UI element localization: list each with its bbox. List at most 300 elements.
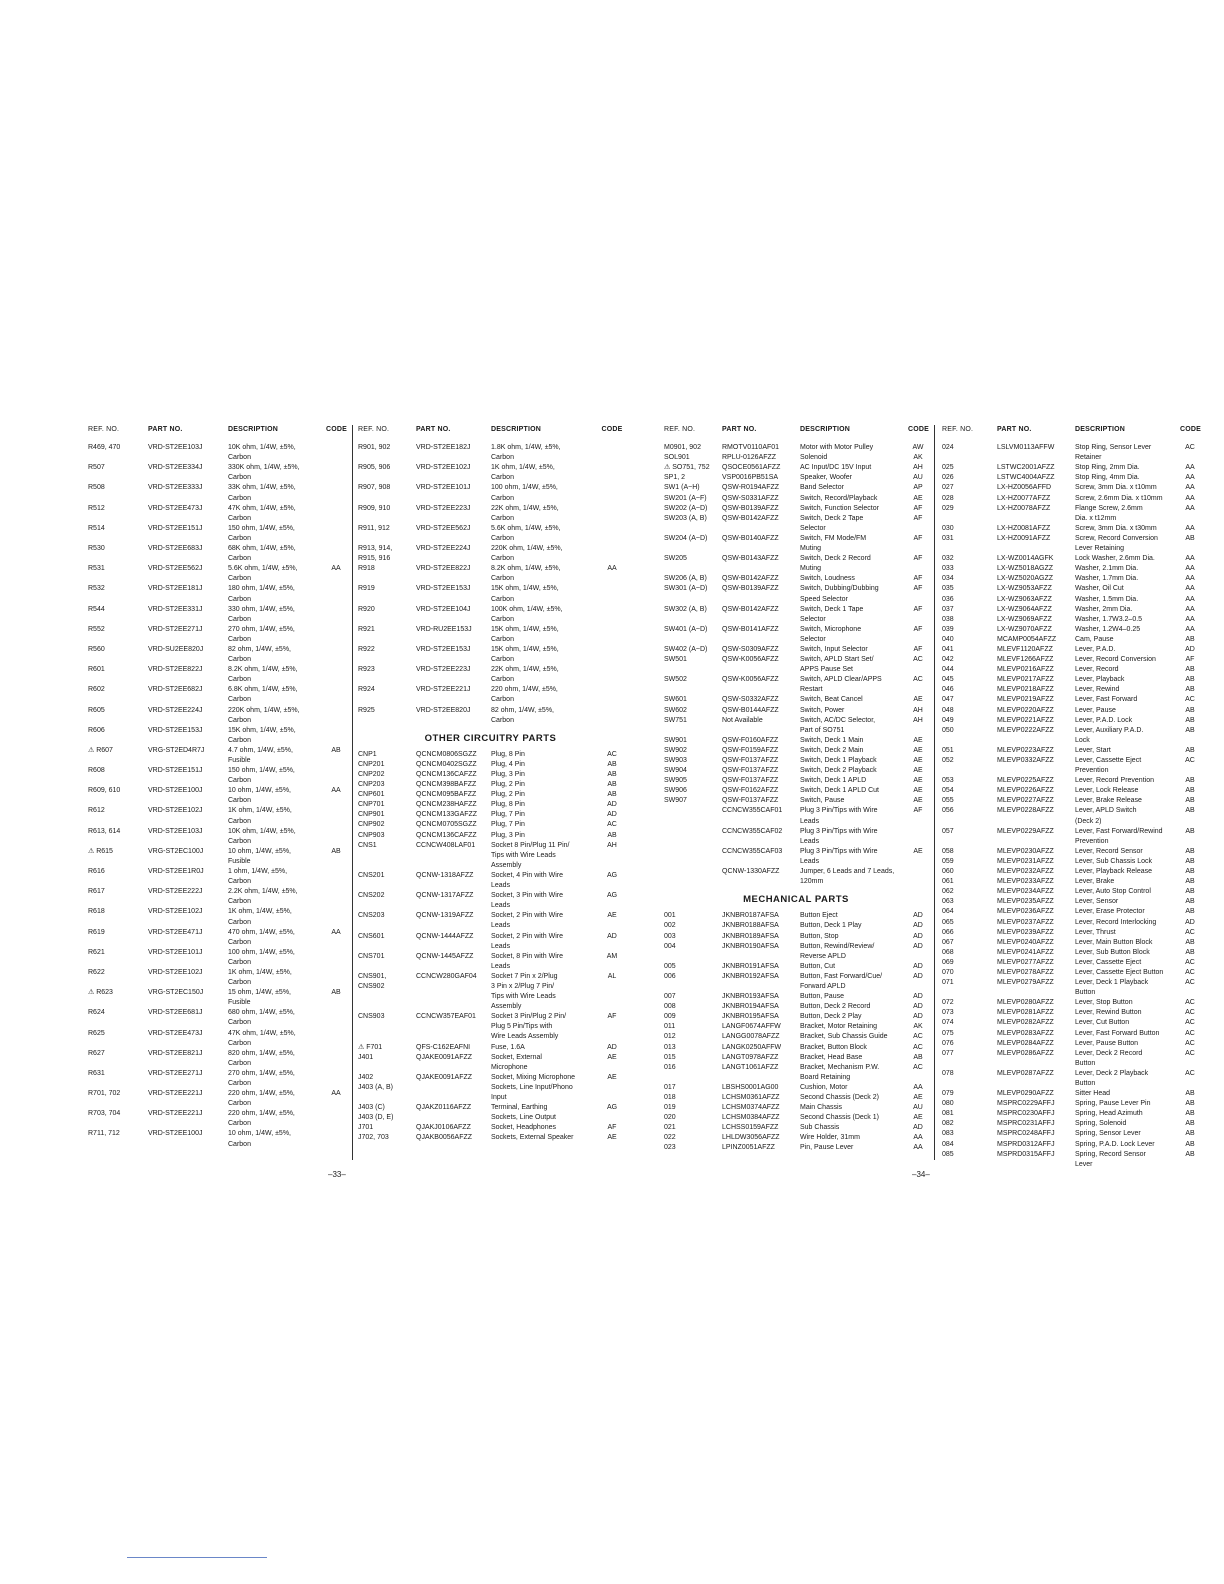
part-part: VRD-ST2EE153J [148,726,203,734]
part-code: AA [331,928,341,936]
part-code: AD [913,972,923,980]
part-row [664,942,928,962]
part-code: AA [1185,625,1195,633]
part-ref: SW204 (A~D) [664,534,708,542]
part-row [88,746,346,766]
header-ref: REF. NO. [358,426,390,433]
part-code: AC [913,656,923,664]
part-desc: Sockets, Line Output [491,1114,556,1122]
part-row [942,847,1200,857]
part-code: AD [913,942,923,950]
part-row [88,887,346,907]
part-desc: 5.6K ohm, 1/4W, ±5%, Carbon [491,524,561,542]
part-code: AC [1185,928,1195,936]
part-part: LCHSM0361AFZZ [722,1094,780,1101]
part-ref: 015 [664,1053,676,1061]
part-ref: R617 [88,888,105,896]
part-ref: R631 [88,1069,105,1077]
part-code: AA [1185,474,1195,482]
part-desc: 47K ohm, 1/4W, ±5%, Carbon [228,504,296,522]
part-row [942,806,1200,826]
part-row [942,877,1200,887]
part-row [942,776,1200,786]
part-row [88,1129,346,1149]
part-code: AD [913,912,923,920]
part-ref: 016 [664,1063,676,1071]
part-code: AC [1185,1039,1195,1047]
part-part: QSW-B0139AFZZ [722,585,779,593]
part-desc: Switch, Deck 2 Main [800,746,864,754]
part-code: AB [1185,676,1195,684]
part-desc: Button, Rewind/Review/ Reverse APLD [800,942,875,960]
part-code: AD [913,1124,923,1132]
part-ref: R606 [88,726,105,734]
part-part: QCNW-1319AFZZ [416,912,474,920]
part-part: VRD-ST2EE100J [148,787,203,795]
part-code: AC [1185,696,1195,704]
part-row [88,584,346,604]
part-code: AE [913,767,923,775]
part-desc: Second Chassis (Deck 2) [800,1094,879,1101]
part-part: LPINZ0051AFZZ [722,1144,775,1152]
part-row [88,483,346,503]
part-part: VRG-ST2ED4R7J [148,746,205,754]
part-ref: R469, 470 [88,444,121,452]
part-part: QFS-C162EAFNI [416,1043,471,1051]
part-ref: 050 [942,726,954,734]
part-desc: Switch, Function Selector [800,504,879,512]
part-part: QSW-F0137AFZZ [722,797,779,805]
part-ref: 021 [664,1124,676,1132]
part-ref: R601 [88,666,105,674]
part-desc: 82 ohm, 1/4W, ±5%, Carbon [228,645,291,664]
part-part: QSW-B0141AFZZ [722,625,779,633]
part-ref: 074 [942,1019,954,1027]
part-desc: Lever, Fast Forward [1075,696,1138,704]
part-row [942,463,1200,473]
part-row [358,544,623,564]
part-desc: Cushion, Motor [800,1083,848,1091]
part-row [88,504,346,524]
part-code: AC [913,676,923,684]
part-row [942,1018,1200,1028]
part-desc: 8.2K ohm, 1/4W, ±5%, Carbon [228,666,298,684]
part-row [358,1103,623,1113]
part-code: AL [607,972,617,980]
part-code: AC [1185,1069,1195,1077]
part-code: AB [1185,1090,1195,1098]
part-code: AB [1185,1140,1195,1148]
part-desc: Button, Fast Forward/Cue/ Forward APLD [800,972,883,990]
part-row [88,463,346,483]
part-part: VRD-ST2EE102J [416,464,471,472]
part-part: MLEVP0236AFZZ [997,908,1054,916]
part-row [942,907,1200,917]
part-desc: Lever, Cassette Eject [1075,958,1142,966]
part-desc: 270 ohm, 1/4W, ±5%, Carbon [228,1069,295,1087]
part-part: MLEVP0277AFZZ [997,958,1054,966]
part-row [358,972,623,1012]
part-part: MLEVP0230AFZZ [997,847,1054,855]
part-desc: Lever, Rewind [1075,686,1120,694]
part-ref: SW901 [664,736,687,744]
part-row [664,746,928,756]
part-ref: 056 [942,807,954,815]
part-part: LX-HZ0056AFFD [997,484,1052,492]
part-part: VRD-ST2EE224J [416,545,471,553]
part-code: AA [1185,605,1195,613]
part-row [664,453,928,463]
part-ref: R703, 704 [88,1110,121,1118]
part-desc: Washer, 1.7mm Dia. [1075,575,1139,583]
part-desc: Spring, Sensor Lever [1075,1130,1141,1138]
part-part: VSP0016PB51SA [722,474,779,482]
part-code: AF [913,555,923,563]
part-desc: Lever, Lock Release [1075,787,1139,795]
part-code: AB [913,1053,923,1061]
part-ref: CNP601 [358,791,385,799]
part-desc: 15K ohm, 1/4W, ±5%, Carbon [491,625,559,643]
part-part: QCNW-1330AFZZ [722,868,780,876]
part-ref: SW402 (A~D) [664,645,708,653]
part-part: QSW-F0159AFZZ [722,746,779,754]
part-part: QCNCM136CAFZZ [416,831,477,839]
part-row [942,554,1200,564]
part-part: JKNBR0195AFSA [722,1013,779,1021]
part-desc: 150 ohm, 1/4W, ±5%, Carbon [228,524,295,542]
part-code: AA [331,565,341,573]
part-ref: 055 [942,797,954,805]
part-code: AA [607,565,617,573]
part-part: MLEVP0284AFZZ [997,1039,1054,1047]
header-part: PART NO. [416,426,451,433]
header-desc: DESCRIPTION [800,426,851,433]
part-desc: Plug, 3 Pin [491,831,525,839]
part-desc: 470 ohm, 1/4W, ±5%, Carbon [228,928,295,946]
part-row [942,1129,1200,1139]
part-desc: Lever, Sub Chassis Lock [1075,857,1153,865]
part-code: AC [1185,999,1195,1007]
part-ref: J403 (A, B) [358,1083,394,1091]
part-desc: Button Eject [800,912,838,920]
part-ref: 067 [942,938,954,946]
part-row [664,584,928,604]
part-part: VRD-ST2EE103J [148,827,203,835]
part-part: Not Available [722,716,763,724]
part-part: MLEVP0221AFZZ [997,716,1054,724]
part-desc: Lever, Cassette Eject Button [1075,968,1164,976]
part-part: QJAKE0091AFZZ [416,1073,473,1081]
part-part: VRD-ST2EE683J [148,545,203,553]
part-row [664,972,928,992]
part-code: AE [913,494,923,502]
parts-list [942,443,1200,1170]
part-part: VRD-ST2EE223J [416,666,471,674]
part-desc: 1K ohm, 1/4W, ±5%, Carbon [491,464,555,482]
parts-column-2 [358,425,623,1143]
part-desc: Washer, 2mm Dia. [1075,605,1133,613]
part-row [664,1063,928,1083]
part-row [358,750,623,760]
part-part: VRD-ST2EE221J [148,1090,203,1098]
part-part: VRD-ST2EE104J [416,605,471,613]
part-code: AB [1185,948,1195,956]
part-desc: Lever, Sub Button Block [1075,948,1150,956]
part-ref: 023 [664,1144,676,1152]
part-code: AB [1185,1150,1195,1158]
part-code: AC [913,1033,923,1041]
part-code: AD [913,1003,923,1011]
part-row [942,494,1200,504]
part-desc: Socket, 2 Pin with Wire Leads [491,912,563,930]
part-desc: Lever, Auxiliary P.A.D. Lock [1075,726,1144,744]
part-ref: SW906 [664,787,687,795]
part-desc: 1K ohm, 1/4W, ±5%, Carbon [228,908,292,926]
part-ref: ⚠ SO751, 752 [664,464,710,472]
header-desc: DESCRIPTION [491,426,542,433]
part-code: AE [913,847,923,855]
part-ref: CNP203 [358,781,385,789]
part-part: MLEVP0218AFZZ [997,686,1054,694]
part-desc: Lever, Record [1075,666,1119,674]
part-ref: CNP901 [358,811,385,819]
header-desc: DESCRIPTION [1075,426,1126,433]
part-ref: SW903 [664,757,687,764]
part-desc: Lever, Record Interlocking [1075,918,1157,926]
part-ref: 034 [942,575,954,583]
part-desc: Lever, APLD Switch (Deck 2) [1075,807,1137,825]
part-desc: Lever, Record Conversion [1075,656,1156,664]
part-ref: CNP902 [358,821,385,829]
part-row [942,1109,1200,1119]
part-ref: 008 [664,1003,676,1011]
part-code: AB [1185,1120,1195,1128]
column-divider [352,425,353,1160]
part-row [358,800,623,810]
part-part: QSW-S0309AFZZ [722,645,779,653]
part-part: VRD-ST2EE1R0J [148,868,204,876]
part-row [88,928,346,948]
part-code: AB [1185,635,1195,643]
part-desc: Socket 3 Pin/Plug 2 Pin/ Plug 5 Pin/Tips with Wire Leads Assembly [491,1013,567,1041]
part-row [664,932,928,942]
part-part: JKNBR0192AFSA [722,972,779,980]
part-row [664,1032,928,1042]
part-ref: 039 [942,625,954,633]
part-ref: R911, 912 [358,524,390,532]
part-desc: Band Selector [800,484,844,492]
part-row [358,810,623,820]
part-ref: R905, 906 [358,464,391,472]
part-part: QSW-F0160AFZZ [722,736,779,744]
part-row [664,504,928,514]
part-ref: CNS903 [358,1013,385,1021]
part-row [664,847,928,867]
part-code: AB [1185,534,1195,542]
part-desc: Bracket, Motor Retaining [800,1023,878,1031]
part-ref: R925 [358,706,375,714]
part-desc: Switch, Deck 2 Playback [800,767,877,775]
part-row [88,1029,346,1049]
part-row [664,554,928,574]
part-part: MSPRC0248AFFJ [997,1130,1055,1138]
part-part: QCNCM0806SGZZ [416,750,477,758]
part-row [942,615,1200,625]
part-row [942,564,1200,574]
part-code: AB [1185,706,1195,714]
part-ref: 032 [942,555,954,563]
part-ref: 019 [664,1104,676,1112]
part-ref: 081 [942,1110,954,1118]
part-part: QSW-B0144AFZZ [722,706,779,714]
part-row [942,1150,1200,1170]
part-part: LX-WZ5018AGZZ [997,565,1054,573]
part-part: QJAKZ0116AFZZ [416,1104,472,1112]
part-ref: R508 [88,484,105,492]
part-desc: 22K ohm, 1/4W, ±5%, Carbon [491,504,559,522]
part-ref: SW905 [664,777,687,785]
part-part: VRD-ST2EE820J [416,706,471,714]
part-row [942,1029,1200,1039]
part-row [358,504,623,524]
part-row [88,564,346,584]
part-desc: Spring, Pause Lever Pin [1075,1100,1151,1108]
part-code: AC [1185,958,1195,966]
part-desc: Lever, Deck 2 Playback Button [1075,1069,1149,1087]
part-ref: J403 (D, E) [358,1114,394,1122]
part-code: AC [1185,1019,1195,1027]
column-header [88,425,346,435]
part-row [942,625,1200,635]
part-part: VRD-ST2EE181J [148,585,203,593]
part-desc: Switch, Record/Playback [800,494,878,502]
part-part: MSPRC0230AFFJ [997,1110,1055,1118]
column-header [664,425,928,435]
part-ref: 026 [942,474,954,482]
part-part: JKNBR0188AFSA [722,922,779,930]
part-code: AD [1185,918,1195,926]
part-desc: Washer, 2.1mm Dia. [1075,565,1139,573]
part-part: VRG-ST2EC100J [148,847,204,855]
part-ref: CNP1 [358,750,377,758]
part-code: AF [913,625,923,633]
part-code: AB [1185,878,1195,886]
part-desc: Lever, Sensor [1075,898,1119,906]
part-part: LCHSM0374AFZZ [722,1104,780,1112]
part-code: AC [1185,979,1195,987]
part-row [664,1012,928,1022]
part-part: MLEVP0280AFZZ [997,999,1054,1007]
part-ref: R544 [88,605,105,613]
part-part: LX-WZ5020AGZZ [997,575,1054,583]
part-part: CCNCW408LAF01 [416,841,476,849]
part-part: QSW-K0056AFZZ [722,656,779,664]
part-desc: 8.2K ohm, 1/4W, ±5%, Carbon [491,565,561,583]
part-desc: Switch, Deck 2 Record Muting [800,555,871,573]
part-row [664,1103,928,1113]
part-desc: Lever, Pause [1075,706,1116,714]
part-ref: R512 [88,504,105,512]
part-desc: Button, Stop [800,932,839,940]
part-desc: Lever, Brake [1075,878,1115,886]
part-ref: 075 [942,1029,954,1037]
part-ref: SW751 [664,716,687,724]
part-row [358,483,623,503]
part-ref: SW205 [664,555,687,563]
part-code: AB [1185,868,1195,876]
part-part: MLEVF1120AFZZ [997,645,1053,653]
part-row [88,1089,346,1109]
part-row [942,1039,1200,1049]
part-desc: Lever, Cassette Eject Prevention [1075,757,1142,775]
part-code: AB [1185,746,1195,754]
part-ref: 009 [664,1013,676,1021]
part-code: AK [913,1023,923,1031]
part-desc: 2.2K ohm, 1/4W, ±5%, Carbon [228,888,298,906]
part-desc: Plug, 4 Pin [491,760,525,768]
part-row [942,857,1200,867]
part-ref: 044 [942,666,954,674]
part-row [942,473,1200,483]
part-row [942,504,1200,524]
part-row [664,911,928,921]
part-row [358,605,623,625]
part-part: MLEVP0231AFZZ [997,857,1054,865]
part-ref: R921 [358,625,375,633]
part-part: VRD-ST2EE221J [148,1110,203,1118]
part-row [88,706,346,726]
part-part: QCNCM238HAFZZ [416,801,477,809]
part-row [942,746,1200,756]
part-part: QJAKJ0106AFZZ [416,1124,471,1132]
part-desc: 15K ohm, 1/4W, ±5%, Carbon [228,726,296,744]
part-ref: R616 [88,868,105,876]
part-row [664,1123,928,1133]
part-code: AE [607,1053,617,1061]
part-row [942,756,1200,776]
part-ref: SW904 [664,767,687,775]
part-code: AD [913,962,923,970]
part-desc: 10 ohm, 1/4W, ±5%, Carbon [228,1130,291,1148]
part-ref: 011 [664,1023,676,1031]
part-desc: Lever, Deck 2 Record Button [1075,1049,1143,1067]
part-desc: Socket, Headphones [491,1124,556,1132]
part-row [664,645,928,655]
part-code: AH [913,716,923,724]
part-desc: 10K ohm, 1/4W, ±5%, Carbon [228,444,296,462]
part-ref: R920 [358,605,375,613]
parts-column-3 [664,425,928,1154]
part-code: AE [607,1134,617,1142]
part-desc: 220 ohm, 1/4W, ±5%, Carbon [491,686,558,704]
part-row [664,867,928,887]
part-desc: Lever, Erase Protector [1075,908,1145,916]
part-ref: M0901, 902 [664,444,701,452]
part-row [664,1053,928,1063]
part-code: AD [1185,645,1195,653]
header-part: PART NO. [722,426,757,433]
part-part: VRG-ST2EC150J [148,989,204,997]
part-part: VRD-ST2EE223J [416,504,471,512]
part-desc: 1K ohm, 1/4W, ±5%, Carbon [228,807,292,825]
part-desc: Lever, Playback [1075,676,1125,684]
part-part: QSW-B0142AFZZ [722,575,779,583]
part-ref: J402 [358,1073,374,1081]
part-part: VRD-ST2EE271J [148,625,203,633]
part-row [88,806,346,826]
part-part: QSW-B0142AFZZ [722,514,779,522]
part-ref: R923 [358,666,375,674]
